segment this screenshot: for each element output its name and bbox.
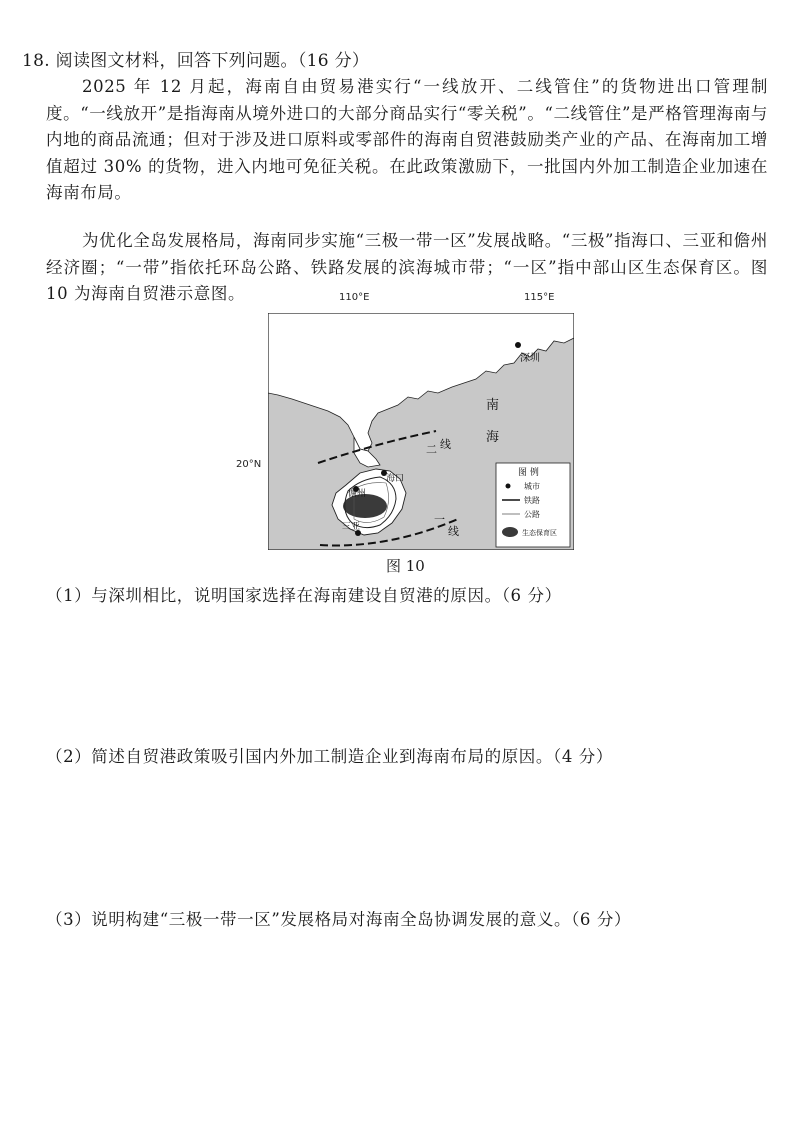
second-line-label-b: 线 (440, 438, 451, 451)
legend-railway-label: 铁路 (524, 496, 540, 505)
sanya-label: 三亚 (342, 522, 361, 532)
danzhou-label: 儋州 (348, 489, 367, 499)
sub-question-2: （2）简述自贸港政策吸引国内外加工制造企业到海南布局的原因。（4 分） (46, 747, 613, 766)
first-line-label-a: 一 (434, 513, 445, 526)
latitude-20-label: 20°N (236, 459, 262, 470)
sub-question-1: （1）与深圳相比，说明国家选择在海南建设自贸港的原因。（6 分） (46, 586, 562, 605)
longitude-110-label: 110°E (339, 292, 370, 303)
longitude-115-label: 115°E (524, 292, 555, 303)
material-paragraph-2: 为优化全岛发展格局，海南同步实施“三极一带一区”发展战略。“三极”指海口、三亚和儋州经济圈；“一带”指依托环岛公路、铁路发展的滨海城市带；“一区”指中部山区生态保育区。图 10 为海南自贸港示意图。 (46, 231, 768, 303)
legend-title: 图 例 (518, 468, 539, 478)
legend-reserve-symbol (502, 527, 518, 537)
sub-question-3: （3）说明构建“三极一带一区”发展格局对海南全岛协调发展的意义。（6 分） (46, 910, 632, 929)
question-heading: 18. 阅读图文材料，回答下列问题。（16 分） (22, 51, 370, 71)
figure-caption: 图 10 (386, 557, 425, 575)
legend-city-label: 城市 (524, 482, 540, 491)
map-legend (496, 463, 570, 547)
material-paragraph-1: 2025 年 12 月起，海南自由贸易港实行“一线放开、二线管住”的货物进出口管理制度。“一线放开”是指海南从境外进口的大部分商品实行“零关税”。“二线管住”是严格管理海南与内地的商品流通；但对于涉及进口原料或零部件的海南自贸港鼓励类产业的产品、在海南加工增值超过 30% 的货物，进入内地可免征关税。在此政策激励下，一批国内外加工制造企业加速在海南布局。 (46, 77, 768, 202)
hainan-ftp-map-figure (236, 292, 586, 567)
shenzhen-label: 深圳 (520, 353, 540, 364)
second-line-label-a: 二 (426, 443, 437, 456)
first-line-label-b: 线 (448, 525, 459, 538)
legend-highway-label: 公路 (524, 510, 540, 519)
legend-city-symbol (506, 484, 511, 489)
haikou-label: 海口 (386, 474, 405, 484)
hainan-map (268, 313, 574, 550)
shenzhen-city-dot (515, 342, 521, 348)
south-sea-label-1: 南 (486, 398, 500, 413)
legend-reserve-label: 生态保育区 (522, 529, 557, 537)
south-sea-label-2: 海 (486, 430, 500, 445)
